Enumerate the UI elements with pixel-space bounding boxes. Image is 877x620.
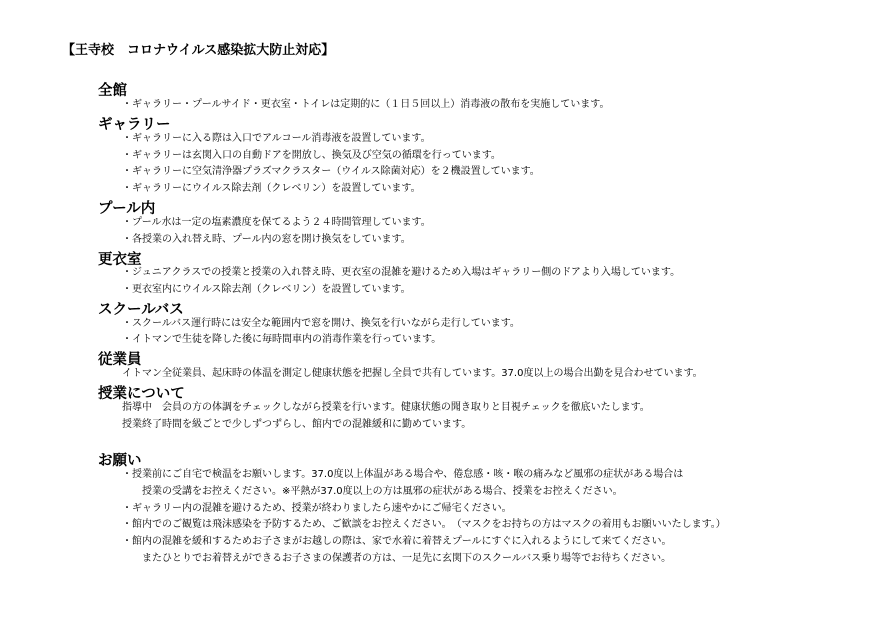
- section-heading-all-building: 全館: [98, 83, 127, 99]
- section-item: ・ジュニアクラスでの授業と授業の入れ替え時、更衣室の混雑を避けるため入場はギャラリー側のドアより入場しています。: [122, 267, 681, 278]
- section-item: ・更衣室内にウイルス除去剤（クレベリン）を設置しています。: [122, 284, 411, 295]
- section-heading-locker-room: 更衣室: [98, 252, 142, 268]
- section-item: ・イトマンで生徒を降した後に毎時間車内の消毒作業を行っています。: [122, 334, 442, 345]
- section-item: ・ギャラリー・プールサイド・更衣室・トイレは定期的に（１日５回以上）消毒液の散布を実施しています。: [122, 99, 610, 110]
- section-heading-pool: プール内: [98, 201, 156, 217]
- section-heading-gallery: ギャラリー: [98, 117, 171, 133]
- section-item: ・ギャラリーにウイルス除去剤（クレベリン）を設置しています。: [122, 183, 421, 194]
- section-item: ・ギャラリーに入る際は入口でアルコール消毒液を設置しています。: [122, 133, 431, 144]
- section-item: ・授業前にご自宅で検温をお願いします。37.0度以上体温がある場合や、倦怠感・咳・喉の痛みなど風邪の症状がある場合は: [122, 469, 684, 480]
- section-heading-school-bus: スクールバス: [98, 302, 184, 318]
- section-item: ・ギャラリーに空気清浄器プラズマクラスター（ウイルス除菌対応）を２機設置しています。: [122, 166, 540, 177]
- section-heading-staff: 従業員: [98, 352, 142, 368]
- section-item-continued: 授業の受講をお控えください。※平熱が37.0度以上の方は風邪の症状がある場合、授業をお控えください。: [142, 486, 623, 497]
- page-title: 【王寺校 コロナウイルス感染拡大防止対応】: [62, 43, 335, 58]
- section-item: ・館内の混雑を緩和するためお子さまがお越しの際は、家で水着に着替えプールにすぐに入れるようにして来てください。: [122, 536, 672, 547]
- section-item-continued: またひとりでお着替えができるお子さまの保護者の方は、一足先に玄関下のスクールバス乗り場等でお待ちください。: [142, 553, 672, 564]
- section-heading-lessons: 授業について: [98, 386, 185, 402]
- section-item: ・各授業の入れ替え時、プール内の窓を開け換気をしています。: [122, 234, 411, 245]
- section-item: ・スクールバス運行時には安全な範囲内で窓を開け、換気を行いながら走行しています。: [122, 318, 520, 329]
- section-item: ・プール水は一定の塩素濃度を保てるよう２４時間管理しています。: [122, 217, 431, 228]
- section-item: ・館内でのご観覧は飛沫感染を予防するため、ご歓談をお控えください。 （マスクをお持ちの方はマスクの着用もお願いいたします。）: [122, 519, 726, 530]
- section-item: ・ギャラリー内の混雑を避けるため、授業が終わりましたら速やかにご帰宅ください。: [122, 503, 512, 514]
- section-item: イトマン全従業員、起床時の体温を測定し健康状態を把握し全員で共有しています。37.0度以上の場合出勤を見合わせています。: [122, 368, 703, 379]
- section-item: 授業終了時間を級ごとで少しずつずらし、館内での混雑緩和に勤めています。: [122, 419, 472, 430]
- section-heading-requests: お願い: [98, 453, 142, 469]
- section-item: 指導中 会員の方の体調をチェックしながら授業を行います。健康状態の聞き取りと目視チェックを徹底いたします。: [122, 402, 650, 413]
- section-item: ・ギャラリーは玄関入口の自動ドアを開放し、換気及び空気の循環を行っています。: [122, 150, 501, 161]
